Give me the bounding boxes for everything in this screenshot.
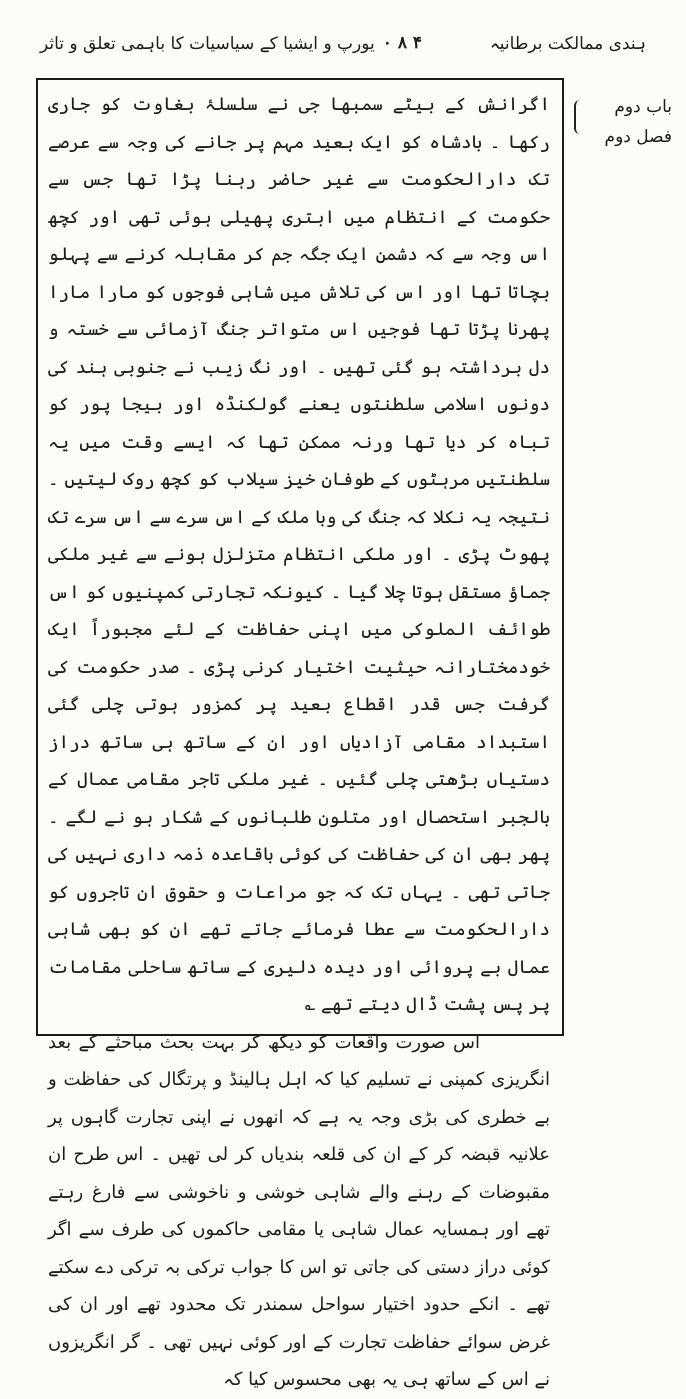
chapter-label: باب دوم [614,97,672,117]
margin-bracket [574,100,584,134]
text-frame [36,78,564,1390]
header-center [40,33,422,54]
page-header [40,18,646,68]
running-title: یورپ و ایشیا کے سیاسیات کا باہمی تعلق و تاثر [40,33,375,54]
paragraph-1: اگرانش کے بیٹے سمبھا جی نے سلسلۂ بغاوت کو جاری رکھا ۔ بادشاہ کو ایک بعید مہم پر جانے کی وجہ سے عرصے تک دارالحکومت سے غیر حاضر رہنا پڑا تھا جس سے حکومت کے انتظام میں ابتری پھیلی ہوئی تھی اور کچھ اس وجہ سے کہ دشمن ایک جگہ جم کر مقابلہ کرنے سے پہلو بچاتا تھا اور اس کی تلاش میں شاہی فوجوں کو مارا مارا پھرنا پڑتا تھا فوجیں اس متواتر جنگ آزمائی سے خستہ و دل برداشتہ ہو گئی تھیں ۔ اور نگ زیب نے جنوبی ہند کی دونوں اسلامی سلطنتوں یعنے گولکنڈہ اور بیجا پور کو تباہ کر دیا تھا ورنہ ممکن تھا کہ ایسے وقت میں یہ سلطنتیں مرہٹوں کے طوفان خیز سیلاب کو کچھ روک لیتیں ۔ نتیجہ یہ نکلا کہ جنگ کی وبا ملک کے اس سرے سے اس سرے تک پھوٹ پڑی ۔ اور ملکی انتظام متزلزل ہونے سے غیر ملکی جماؤ مستقل ہوتا چلا گیا ۔ کیونکہ تجارتی کمپنیوں کو اس طوائف الملوکی میں اپنی حفاظت کے لئے مجبوراً ایک خودمختارانہ حیثیت اختیار کرنی پڑی ۔ صدر حکومت کی گرفت جس قدر اقطاع بعید پر کمزور ہوتی چلی گئی استبداد مقامی آزادیاں اور ان کے ساتھ ہی ساتھ دراز دستیاں بڑھتی چلی گئیں ۔ غیر ملکی تاجر مقامی عمال کے بالجبر استحصال اور متلون طلبانوں کے شکار ہو نے لگے ۔ پھر بھی ان کی حفاظت کی کوئی باقاعدہ ذمہ داری نہیں کی جاتی تھی ۔ یہاں تک کہ جو مراعات و حقوق ان تاجروں کو دارالحکومت سے عطا فرمائے جاتے تھے ان کو بھی شاہی عمال بے پروائی اور دیدہ دلیری کے ساتھ ساحلی مقامات پر پس پشت ڈال دیتے تھے ؎ [48,94,550,1015]
page-number: ۰ ۸ ۴ [382,33,423,53]
paragraph-2: اس صورت واقعات کو دیکھ کر بہت بحث مباحثے کے بعد انگریزی کمپنی نے تسلیم کیا کہ اہل ہالینڈ و پرتگال کی حفاظت و بے خطری کی بڑی وجہ یہ ہے کہ انھوں نے اپنی تجارت گاہوں پر علانیہ قبضہ کر کے ان کی قلعہ بندیاں کر لی تھیں ۔ اس طرح ان مقبوضات کے رہنے والے شاہی خوشی و ناخوشی سے فارغ رہتے تھے اور ہمسایہ عمال شاہی یا مقامی حاکموں کی طرف سے اگر کوئی دراز دستی کی جاتی تو اس کا جواب ترکی بہ ترکی دے سکتے تھے ۔ انکے حدود اختیار سواحل سمندر تک محدود تھے اور ان کی غرض سوائے حفاظت تجارت کے اور کوئی نہیں تھی ۔ گر انگریزوں نے اس کے ساتھ ہی یہ بھی محسوس کیا کہ [48,1031,550,1390]
margin-note [572,92,672,152]
section-label: فصل دوم [604,127,672,147]
book-title: ہندی ممالکت برطانیہ [489,33,646,54]
